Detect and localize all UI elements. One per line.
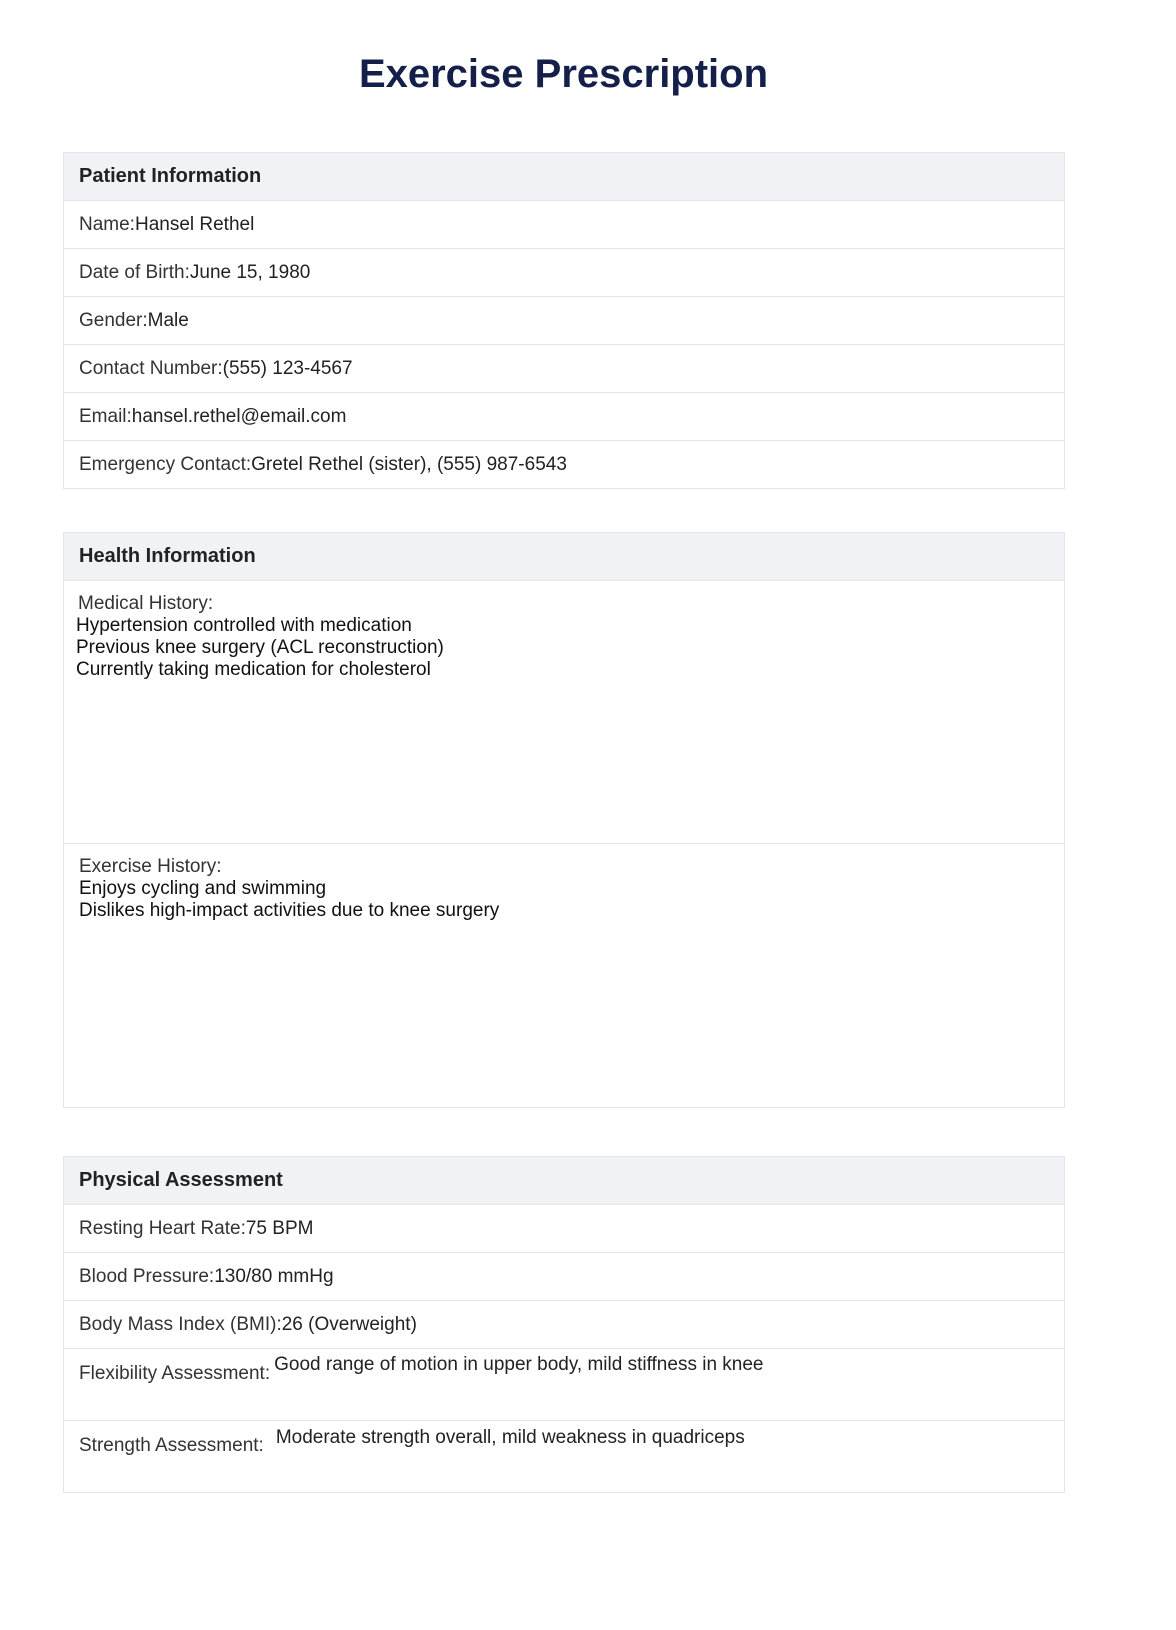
section-heading: Physical Assessment — [64, 1157, 1064, 1205]
history-line: Hypertension controlled with medication — [76, 615, 412, 636]
field-value: Moderate strength overall, mild weakness in quadriceps — [275, 1427, 745, 1448]
field-label: Blood Pressure: — [79, 1266, 215, 1287]
field-email — [64, 393, 1064, 441]
field-gender — [64, 297, 1064, 345]
field-value: Gretel Rethel (sister), (555) 987-6543 — [251, 454, 567, 475]
history-line: Previous knee surgery (ACL reconstruction) — [76, 637, 444, 658]
field-value: (555) 123-4567 — [222, 358, 353, 379]
field-value: 130/80 mmHg — [214, 1266, 334, 1287]
field-dob — [64, 249, 1064, 297]
history-line: Currently taking medication for cholesterol — [76, 659, 431, 680]
field-emergency-contact — [64, 441, 1064, 488]
section-heading: Health Information — [64, 533, 1064, 581]
exercise-history — [64, 844, 1064, 1107]
physical-assessment-section — [63, 1156, 1065, 1493]
field-label: Emergency Contact: — [79, 454, 252, 475]
field-value: 26 (Overweight) — [281, 1314, 417, 1335]
page-title: Exercise Prescription — [358, 52, 769, 96]
field-label: Contact Number: — [79, 358, 223, 379]
field-bmi — [64, 1301, 1064, 1349]
patient-information-section — [63, 152, 1065, 489]
field-label: Date of Birth: — [79, 262, 190, 283]
medical-history — [64, 581, 1064, 844]
field-value: 75 BPM — [245, 1218, 314, 1239]
field-name — [64, 201, 1064, 249]
history-line: Enjoys cycling and swimming — [79, 878, 327, 899]
field-value: hansel.rethel@email.com — [131, 406, 347, 427]
field-strength — [64, 1421, 1064, 1492]
field-label: Email: — [79, 406, 132, 427]
field-value: Male — [147, 310, 189, 331]
field-label: Medical History: — [78, 593, 214, 614]
field-resting-heart-rate — [64, 1205, 1064, 1253]
field-flexibility — [64, 1349, 1064, 1421]
field-value: Hansel Rethel — [134, 214, 255, 235]
field-contact-number — [64, 345, 1064, 393]
health-information-section — [63, 532, 1065, 1108]
field-label: Flexibility Assessment: — [79, 1363, 271, 1384]
section-heading: Patient Information — [64, 153, 1064, 201]
field-label: Gender: — [79, 310, 148, 331]
field-label: Body Mass Index (BMI): — [79, 1314, 282, 1335]
field-label: Name: — [79, 214, 135, 235]
field-label: Resting Heart Rate: — [79, 1218, 246, 1239]
field-value: June 15, 1980 — [189, 262, 311, 283]
field-value: Good range of motion in upper body, mild stiffness in knee — [274, 1354, 764, 1375]
field-label: Exercise History: — [79, 856, 222, 877]
field-blood-pressure — [64, 1253, 1064, 1301]
field-label: Strength Assessment: — [79, 1435, 264, 1456]
history-line: Dislikes high-impact activities due to knee surgery — [79, 900, 500, 921]
